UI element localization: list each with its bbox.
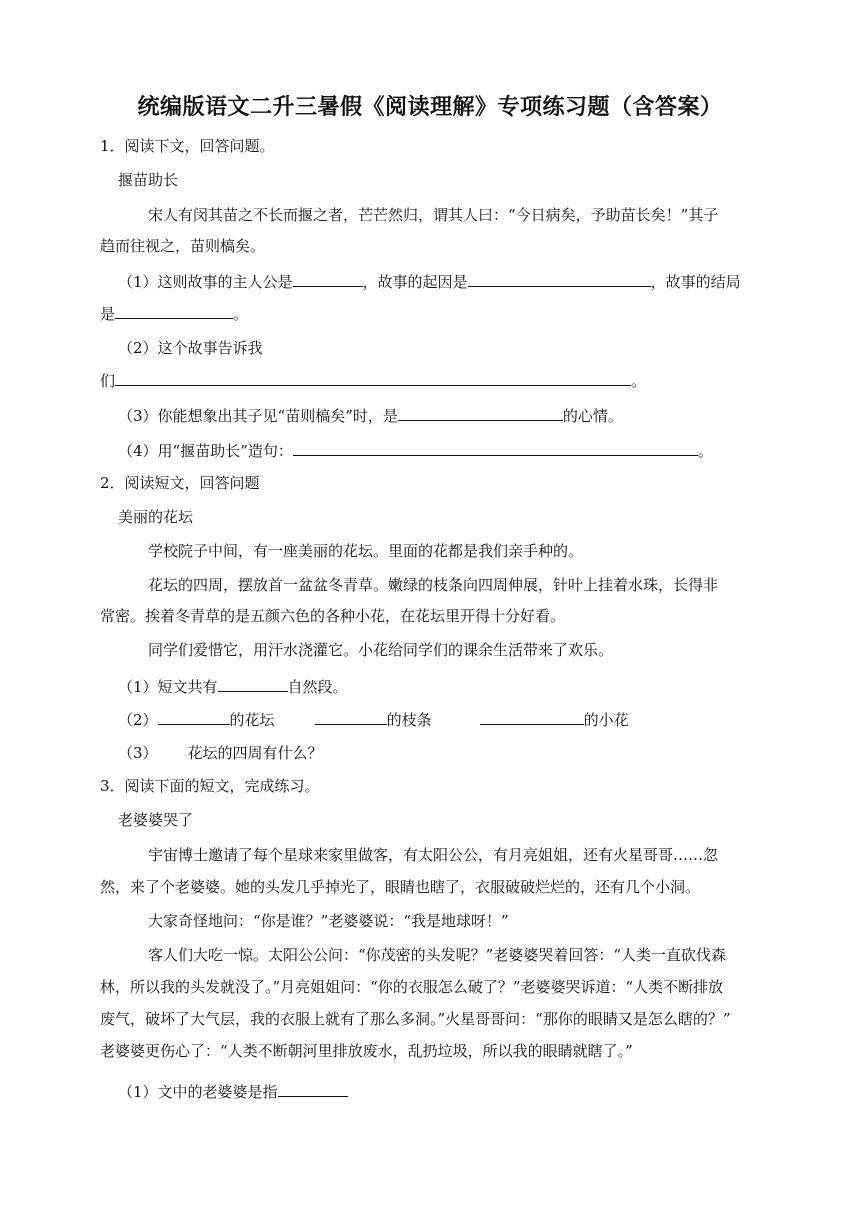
q3-paragraph1-line1: 宇宙博士邀请了每个星球来家里做客，有太阳公公，有月亮姐姐，还有火星哥哥……忽 [148,846,719,864]
q3-paragraph1-line2: 然，来了个老婆婆。她的头发几乎掉光了，眼睛也瞎了，衣服破破烂烂的，还有几个小洞。 [100,878,701,896]
q3-old-woman-blank[interactable] [278,1081,348,1097]
q3-paragraph3-line4: 老婆婆更伤心了：“人类不断朝河里排放废水，乱扔垃圾，所以我的眼睛就瞎了。” [100,1042,633,1060]
q3-paragraph3-line3: 废气，破坏了大气层，我的衣服上就有了那么多洞。”火星哥哥问：“那你的眼睛又是怎么瞎的？” [100,1010,731,1028]
q2-paragraph-count-blank[interactable] [218,676,288,692]
q2-sub1 [118,676,348,697]
q1-heading: 1．阅读下文，回答问题。 [100,137,275,155]
q1-sub4-period: 。 [697,442,713,460]
q1-sub4 [118,440,713,461]
q1-sub3-suffix: 的心情。 [562,407,623,425]
q1-sub1-ending-label: ，故事的结局 [650,273,741,291]
q2-sub2-flowerbed: 的花坛 [229,711,275,729]
q2-sub2-small-flowers: 的小花 [583,711,629,729]
q2-sub3 [118,743,323,763]
q1-sub1-is: 是 [100,305,116,323]
q1-sub4-prompt: （4）用“揠苗助长”造句： [118,442,293,460]
q2-branches-blank[interactable] [315,709,387,725]
q3-paragraph2: 大家奇怪地问：“你是谁？”老婆婆说：“我是地球呀！” [148,912,509,930]
q1-lesson-blank[interactable] [115,370,631,386]
q1-sub2-line2 [100,370,646,391]
q1-sub2-period: 。 [631,372,647,390]
q1-mood-blank[interactable] [398,405,563,421]
q2-paragraph1: 学校院子中间，有一座美丽的花坛。里面的花都是我们亲手种的。 [148,542,584,560]
q1-sub1-line1 [118,271,741,292]
q2-sub2-prompt: （2） [118,711,158,729]
q2-sub1-prompt: （1）短文共有 [118,678,218,696]
q1-sub2-men: 们 [100,372,116,390]
q3-sub1-prompt: （1）文中的老婆婆是指 [118,1083,278,1101]
q2-sub2-branches: 的枝条 [386,711,432,729]
page-title: 统编版语文二升三暑假《阅读理解》专项练习题（含答案） [137,95,723,120]
q1-sub3-prompt: （3）你能想象出其子见“苗则槁矣”时，是 [118,407,398,425]
q2-story-title: 美丽的花坛 [118,508,194,526]
q3-paragraph3-line2: 林，所以我的头发就没了。”月亮姐姐问：“你的衣服怎么破了？”老婆婆哭诉道：“人类不断排放 [100,978,724,996]
q1-sub2-line1: （2）这个故事告诉我 [118,339,263,357]
q2-flowerbed-blank[interactable] [158,709,230,725]
q1-ending-blank[interactable] [115,303,233,319]
q2-paragraph2-line2: 常密。挨着冬青草的是五颜六色的各种小花，在花坛里开得十分好看。 [100,607,566,625]
q1-cause-blank[interactable] [468,271,651,287]
q2-small-flowers-blank[interactable] [480,709,584,725]
q1-protagonist-blank[interactable] [293,271,363,287]
q2-heading: 2．阅读短文，回答问题 [100,474,260,492]
q1-sub1-period: 。 [233,305,249,323]
q3-sub1 [118,1081,348,1102]
q1-text-line2: 趋而往视之，苗则槁矣。 [100,237,266,255]
q2-sub1-suffix: 自然段。 [287,678,348,696]
q2-sub3-question: 花坛的四周有什么？ [187,744,323,762]
q1-story-title: 揠苗助长 [118,171,179,189]
q1-sentence-blank[interactable] [293,440,698,456]
q2-sub3-number: （3） [118,744,158,762]
q2-paragraph3: 同学们爱惜它，用汗水浇灌它。小花给同学们的课余生活带来了欢乐。 [148,641,614,659]
q3-story-title: 老婆婆哭了 [118,811,194,829]
q2-sub2 [118,709,629,730]
q1-sub1-prompt: （1）这则故事的主人公是 [118,273,293,291]
q1-sub1-line2 [100,303,248,324]
q2-paragraph2-line1: 花坛的四周，摆放首一盆盆冬青草。嫩绿的枝条向四周伸展，针叶上挂着水珠，长得非 [148,576,719,594]
q1-text-line1: 宋人有闵其苗之不长而揠之者，芒芒然归，谓其人曰：“今日病矣，予助苗长矣！”其子 [148,206,719,224]
q3-paragraph3-line1: 客人们大吃一惊。太阳公公问：“你茂密的头发呢？”老婆婆哭着回答：“人类一直砍伐森 [148,946,727,964]
q3-heading: 3．阅读下面的短文，完成练习。 [100,777,320,795]
q1-sub1-cause-label: ，故事的起因是 [362,273,468,291]
q1-sub3 [118,405,623,426]
